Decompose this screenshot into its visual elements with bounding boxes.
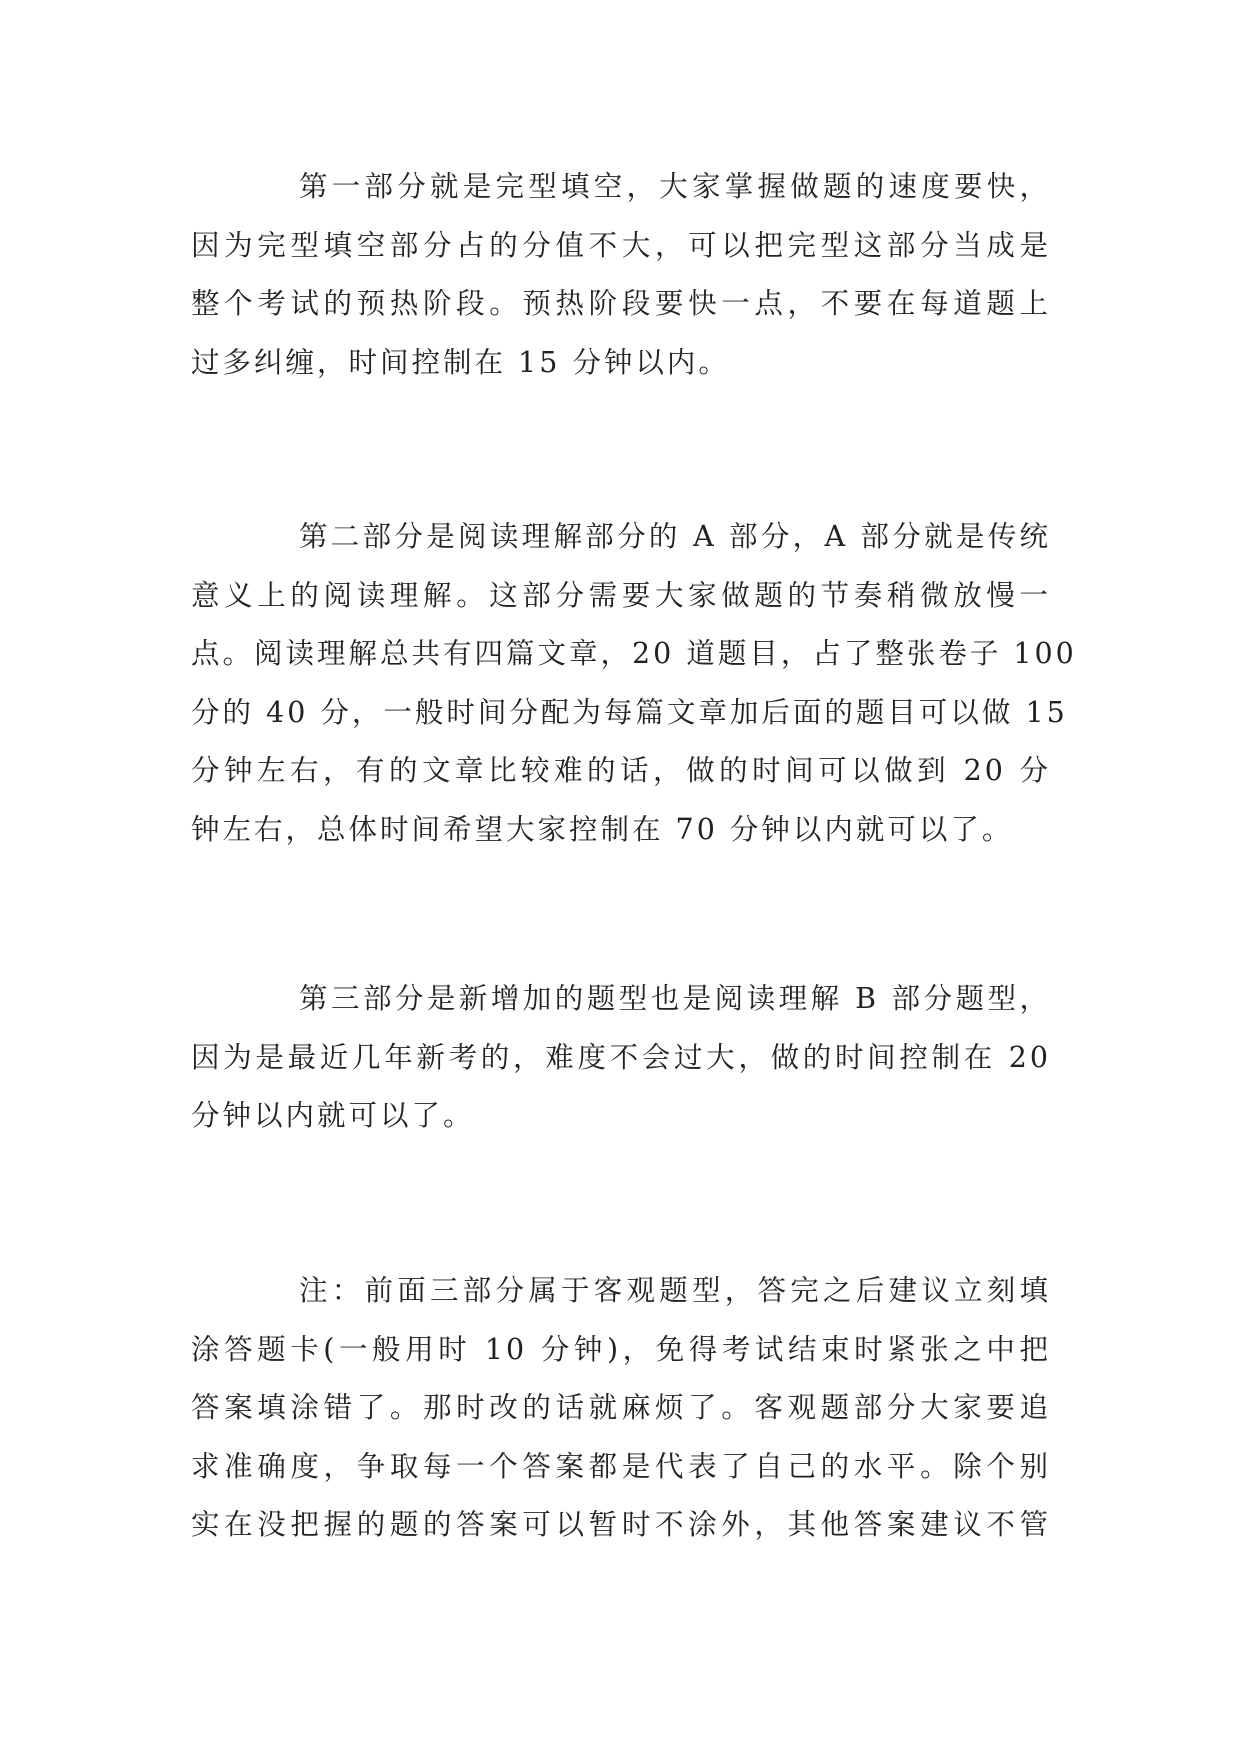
text-line: 涂答题卡(一般用时 10 分钟)，免得考试结束时紧张之中把 [191, 1332, 1051, 1366]
paragraph-note-section [191, 1262, 1051, 1555]
text-line: 第二部分是阅读理解部分的 A 部分，A 部分就是传统 [299, 520, 1051, 553]
text-line: 分钟以内就可以了。 [191, 1099, 475, 1133]
text-line: 整个考试的预热阶段。预热阶段要快一点，不要在每道题上 [191, 287, 1051, 321]
text-line: 钟左右，总体时间希望大家控制在 70 分钟以内就可以了。 [191, 812, 1014, 846]
text-line: 分的 40 分，一般时间分配为每篇文章加后面的题目可以做 15 [191, 695, 1068, 729]
text-line: 第三部分是新增加的题型也是阅读理解 B 部分题型， [299, 982, 1051, 1015]
text-line: 因为是最近几年新考的，难度不会过大，做的时间控制在 20 [191, 1040, 1051, 1074]
paragraph-cloze-section [191, 158, 1051, 392]
text-line: 点。阅读理解总共有四篇文章，20 道题目，占了整张卷子 100 [191, 637, 1077, 671]
text-line: 实在没把握的题的答案可以暂时不涂外，其他答案建议不管 [191, 1508, 1051, 1542]
text-line: 求准确度，争取每一个答案都是代表了自己的水平。除个别 [191, 1449, 1051, 1483]
text-line: 第一部分就是完型填空，大家掌握做题的速度要快， [299, 170, 1051, 203]
text-line: 意义上的阅读理解。这部分需要大家做题的节奏稍微放慢一 [191, 578, 1051, 612]
text-line: 分钟左右，有的文章比较难的话，做的时间可以做到 20 分 [191, 754, 1051, 788]
text-line: 过多纠缠，时间控制在 15 分钟以内。 [191, 345, 730, 379]
text-line: 注：前面三部分属于客观题型，答完之后建议立刻填 [299, 1274, 1051, 1307]
paragraph-reading-b-section [191, 970, 1051, 1146]
paragraph-reading-a-section [191, 508, 1077, 860]
text-line: 因为完型填空部分占的分值不大，可以把完型这部分当成是 [191, 228, 1051, 262]
text-line: 答案填涂错了。那时改的话就麻烦了。客观题部分大家要追 [191, 1391, 1051, 1425]
